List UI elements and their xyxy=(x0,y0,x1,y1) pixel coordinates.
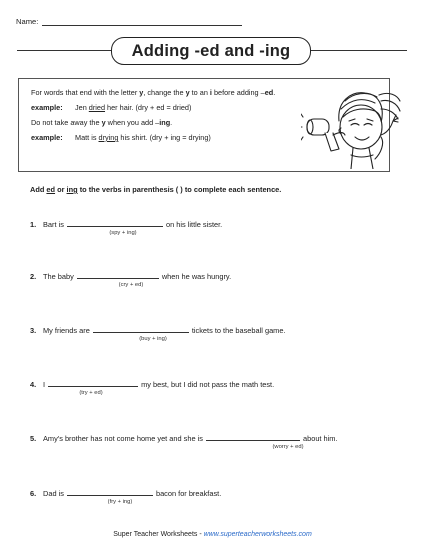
hair-dryer-boy-illustration xyxy=(301,81,401,169)
example-1: example: Jen dried her hair. (dry + ed = dried) xyxy=(31,103,192,112)
answer-blank-3[interactable] xyxy=(93,325,189,333)
question-2: 2. The baby when he was hungry. xyxy=(30,272,232,281)
footer-text: Super Teacher Worksheets - xyxy=(113,531,204,538)
rules-text xyxy=(31,88,301,143)
question-1: 1. Bart is on his little sister. xyxy=(30,220,223,229)
rule-1: For words that end with the letter y, change the y to an i before adding –ed. xyxy=(31,88,276,97)
name-field-line[interactable] xyxy=(42,17,242,26)
hint-3: (buy + ing) xyxy=(139,336,167,342)
answer-blank-1[interactable] xyxy=(67,219,163,227)
footer-url[interactable]: www.superteacherworksheets.com xyxy=(203,531,312,538)
rules-box xyxy=(18,78,390,172)
hint-4: (try + ed) xyxy=(79,390,103,396)
hint-2: (cry + ed) xyxy=(118,282,144,288)
answer-blank-6[interactable] xyxy=(67,488,153,496)
footer xyxy=(0,531,425,538)
hint-5: (worry + ed) xyxy=(272,444,304,450)
question-3: 3. My friends are tickets to the baseball game. xyxy=(30,326,286,335)
rule-2: Do not take away the y when you add –ing. xyxy=(31,118,173,127)
answer-blank-2[interactable] xyxy=(77,271,159,279)
name-label: Name: xyxy=(16,17,39,26)
hint-1: (spy + ing) xyxy=(109,230,137,236)
name-row xyxy=(16,17,242,26)
answer-blank-5[interactable] xyxy=(206,433,300,441)
example-2: example: Matt is drying his shirt. (dry + ing = drying) xyxy=(31,133,211,142)
hint-6: (fry + ing) xyxy=(107,499,133,505)
question-5: 5. Amy's brother has not come home yet and she is about him. xyxy=(30,434,338,443)
instruction-text: Add ed or ing to the verbs in parenthesis ( ) to complete each sentence. xyxy=(30,185,282,194)
question-4: 4. I my best, but I did not pass the math test. xyxy=(30,380,275,389)
page-title: Adding -ed and -ing xyxy=(111,37,311,65)
answer-blank-4[interactable] xyxy=(48,379,138,387)
question-6: 6. Dad is bacon for breakfast. xyxy=(30,489,222,498)
